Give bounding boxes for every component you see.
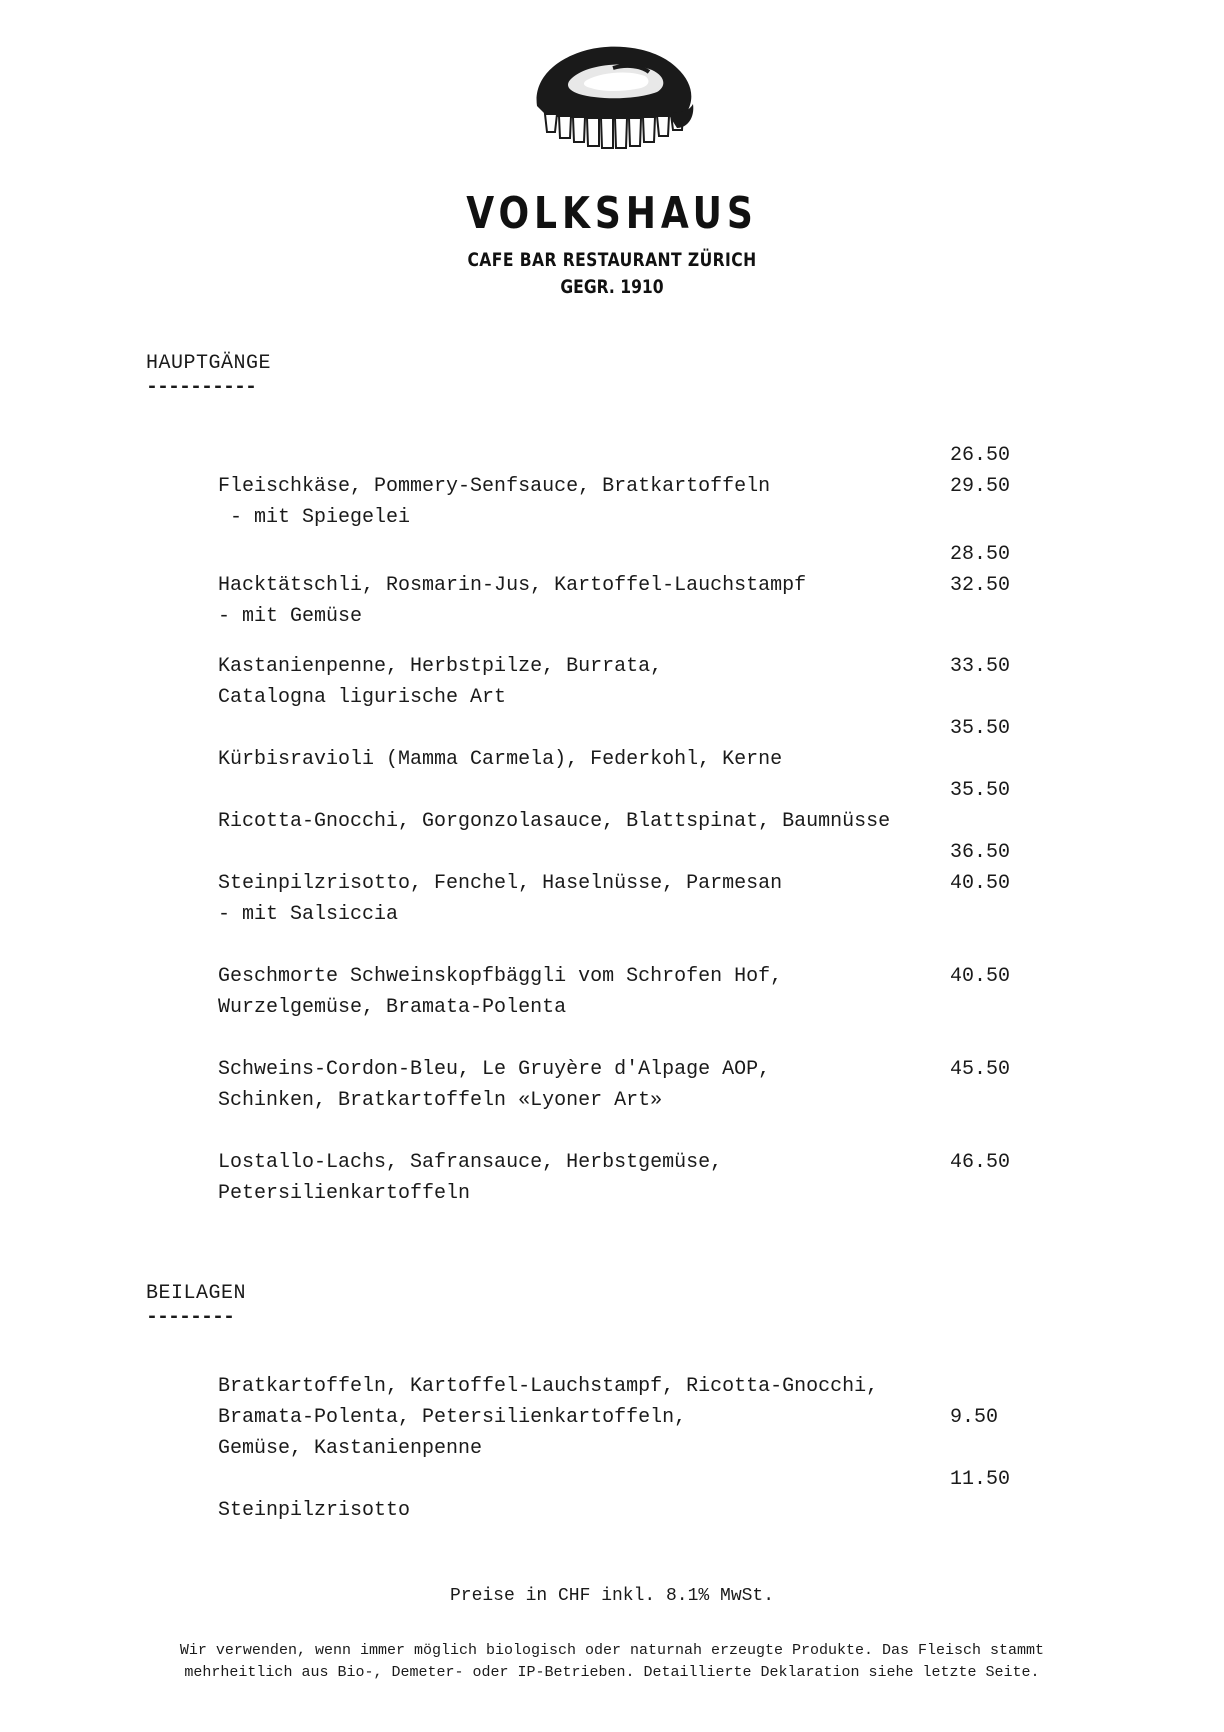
item-line bbox=[146, 1340, 1026, 1398]
item-line bbox=[146, 775, 1026, 833]
side-price: 11.50 bbox=[950, 1468, 1011, 1491]
dish-name: Lostallo-Lachs, Safransauce, Herbstgemüse, bbox=[218, 1151, 723, 1174]
dish-name: Kastanienpenne, Herbstpilze, Burrata, bbox=[218, 655, 663, 678]
menu-item bbox=[146, 775, 1026, 833]
dish-price: 35.50 bbox=[950, 717, 1011, 740]
sourcing-note-line: Wir verwenden, wenn immer möglich biologisch oder naturnah erzeugte Produkte. Das Fleisch stammt bbox=[179, 1642, 1045, 1659]
menu-item bbox=[146, 1464, 1026, 1522]
dish-price: 29.50 bbox=[950, 475, 1011, 498]
item-line bbox=[146, 471, 1026, 529]
dish-variant: - mit Spiegelei bbox=[218, 506, 411, 529]
section-rule: -------- bbox=[146, 1306, 235, 1329]
item-line bbox=[146, 1402, 1026, 1460]
dish-price: 45.50 bbox=[950, 1058, 1011, 1081]
section-title: HAUPTGÄNGE bbox=[146, 352, 272, 375]
dish-name: Schweins-Cordon-Bleu, Le Gruyère d'Alpage AOP, bbox=[218, 1058, 771, 1081]
menu-item bbox=[146, 1340, 1026, 1460]
dish-price: 36.50 bbox=[950, 841, 1011, 864]
menu-item bbox=[146, 440, 1026, 529]
menu-item bbox=[146, 1023, 1026, 1112]
item-line bbox=[146, 961, 1026, 1019]
menu-item bbox=[146, 620, 1026, 709]
item-line bbox=[146, 651, 1026, 709]
price-note: Preise in CHF inkl. 8.1% MwSt. bbox=[449, 1586, 775, 1606]
dish-name: Fleischkäse, Pommery-Senfsauce, Bratkartoffeln bbox=[218, 475, 771, 498]
side-price: 9.50 bbox=[950, 1406, 999, 1429]
menu-item bbox=[146, 837, 1026, 926]
dish-price: 46.50 bbox=[950, 1151, 1011, 1174]
menu-item bbox=[146, 1116, 1026, 1205]
menu-header bbox=[0, 28, 1224, 299]
menu-item bbox=[146, 713, 1026, 771]
dish-name-cont: Wurzelgemüse, Bramata-Polenta bbox=[218, 996, 567, 1019]
menu-item bbox=[146, 930, 1026, 1019]
section-title: BEILAGEN bbox=[146, 1282, 247, 1305]
dish-price: 40.50 bbox=[950, 872, 1011, 895]
brand-name: VOLKSHAUS bbox=[466, 188, 758, 239]
dentures-icon bbox=[517, 28, 707, 158]
section-rule: ---------- bbox=[146, 376, 257, 399]
dish-variant: - mit Salsiccia bbox=[218, 903, 399, 926]
menu-item bbox=[146, 539, 1026, 628]
dish-name: Kürbisravioli (Mamma Carmela), Federkohl, Kerne bbox=[218, 748, 783, 771]
dish-price: 26.50 bbox=[950, 444, 1011, 467]
sourcing-note-line: mehrheitlich aus Bio-, Demeter- oder IP-Betrieben. Detaillierte Deklaration siehe letzte Seite. bbox=[184, 1664, 1040, 1681]
item-line bbox=[146, 1147, 1026, 1205]
brand-subtitle: CAFE BAR RESTAURANT ZÜRICH bbox=[467, 249, 757, 271]
section-beilagen bbox=[146, 1280, 1026, 1328]
item-line bbox=[146, 868, 1026, 926]
item-line bbox=[146, 1054, 1026, 1112]
dish-name: Steinpilzrisotto, Fenchel, Haselnüsse, Parmesan bbox=[218, 872, 783, 895]
dish-name-cont: Petersilienkartoffeln bbox=[218, 1182, 471, 1205]
dish-name: Hacktätschli, Rosmarin-Jus, Kartoffel-Lauchstampf bbox=[218, 574, 807, 597]
dish-variant: - mit Gemüse bbox=[218, 605, 363, 628]
side-name-cont: Gemüse, Kastanienpenne bbox=[218, 1437, 483, 1460]
side-name: Steinpilzrisotto bbox=[218, 1499, 411, 1522]
dish-price: 33.50 bbox=[950, 655, 1011, 678]
dish-price: 32.50 bbox=[950, 574, 1011, 597]
dish-price: 40.50 bbox=[950, 965, 1011, 988]
section-hauptgaenge bbox=[146, 350, 1026, 398]
dish-price: 35.50 bbox=[950, 779, 1011, 802]
dish-price: 28.50 bbox=[950, 543, 1011, 566]
item-line bbox=[146, 713, 1026, 771]
dish-name-cont: Schinken, Bratkartoffeln «Lyoner Art» bbox=[218, 1089, 663, 1112]
brand-founded: GEGR. 1910 bbox=[560, 275, 664, 298]
item-line bbox=[146, 570, 1026, 628]
sourcing-note bbox=[0, 1640, 1224, 1684]
side-name: Bratkartoffeln, Kartoffel-Lauchstampf, Ricotta-Gnocchi, bbox=[218, 1375, 879, 1398]
dish-name-cont: Catalogna ligurische Art bbox=[218, 686, 507, 709]
dish-name: Geschmorte Schweinskopfbäggli vom Schrofen Hof, bbox=[218, 965, 783, 988]
dish-name: Ricotta-Gnocchi, Gorgonzolasauce, Blattspinat, Baumnüsse bbox=[218, 810, 891, 833]
side-name-cont: Bramata-Polenta, Petersilienkartoffeln, bbox=[218, 1406, 687, 1429]
item-line bbox=[146, 1464, 1026, 1522]
